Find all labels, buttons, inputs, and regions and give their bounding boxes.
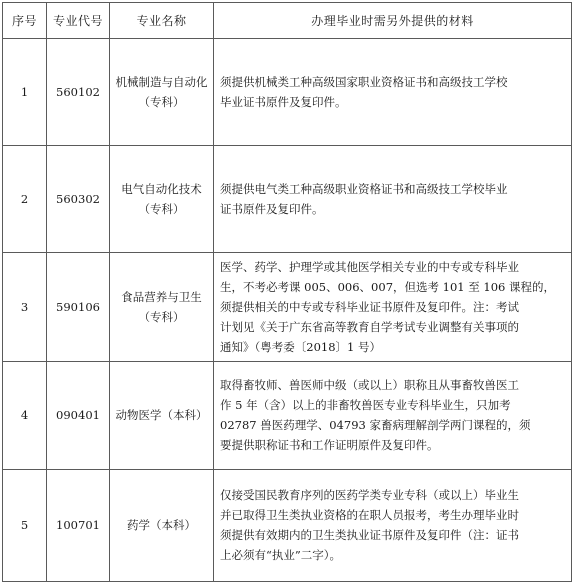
row-index: 3 [3,253,47,361]
material-line: 上必须有“执业”二字）。 [220,548,342,563]
material-line: 须提供有效期内的卫生类执业证书原件及复印件（注：证书 [220,528,519,543]
row-material [214,469,572,581]
row-material [214,253,572,361]
material-line: 须提供机械类工种高级国家职业资格证书和高级技工学校 [220,75,508,90]
major-name-line: 电气自动化技术 [121,182,202,197]
major-name-line: 机械制造与自动化 [115,75,208,90]
major-name-line: 药学（本科） [127,518,196,533]
row-material [214,361,572,469]
row-major-name [110,253,214,361]
material-line: 作 5 年（含）以上的非畜牧兽医专业专科毕业生，只加考 [220,398,511,413]
material-line: 通知》（粤考委〔2018〕1 号） [220,339,381,354]
row-material [214,146,572,253]
row-code: 560302 [47,146,110,253]
material-line: 毕业证书原件及复印件。 [220,95,347,110]
row-major-name [110,39,214,146]
material-line: 仅接受国民教育序列的医药学类专业专科（或以上）毕业生 [220,488,519,503]
row-material [214,39,572,146]
table-row [3,39,572,146]
table-row [3,469,572,581]
row-index: 4 [3,361,47,469]
material-line: 证书原件及复印件。 [220,202,324,217]
row-code: 560102 [47,39,110,146]
row-code: 100701 [47,469,110,581]
material-line: 并已取得卫生类执业资格的在职人员报考，考生办理毕业时 [220,508,519,523]
row-code: 090401 [47,361,110,469]
major-name-line: 动物医学（本科） [115,408,208,423]
major-name-line: （专科） [138,95,185,110]
header-material: 办理毕业时需另外提供的材料 [214,3,572,39]
header-index: 序号 [3,3,47,39]
header-code: 专业代号 [47,3,110,39]
row-major-name [110,146,214,253]
table-row [3,361,572,469]
row-code: 590106 [47,253,110,361]
header-name: 专业名称 [110,3,214,39]
row-index: 1 [3,39,47,146]
major-name-line: （专科） [138,309,185,324]
material-line: 须提供相关的中专或专科毕业证书原件及复印件。注：考试 [220,299,519,314]
row-index: 2 [3,146,47,253]
material-line: 计划见《关于广东省高等教育自学考试专业调整有关事项的 [220,319,519,334]
material-line: 生，不考必考课 005、006、007，但选考 101 至 106 课程的， [220,279,556,294]
major-name-line: （专科） [138,202,185,217]
table-header-row [3,3,572,39]
material-line: 要提供职称证书和工作证明原件及复印件。 [220,438,439,453]
table-row [3,146,572,253]
row-major-name [110,469,214,581]
row-index: 5 [3,469,47,581]
material-line: 取得畜牧师、兽医师中级（或以上）职称且从事畜牧兽医工 [220,378,519,393]
material-line: 医学、药学、护理学或其他医学相关专业的中专或专科毕业 [220,259,519,274]
row-major-name [110,361,214,469]
material-line: 须提供电气类工种高级职业资格证书和高级技工学校毕业 [220,182,508,197]
requirements-table [2,2,572,582]
material-line: 02787 兽医药理学、04793 家畜病理解剖学两门课程的，须 [220,418,531,433]
table-row [3,253,572,361]
major-name-line: 食品营养与卫生 [121,289,202,304]
